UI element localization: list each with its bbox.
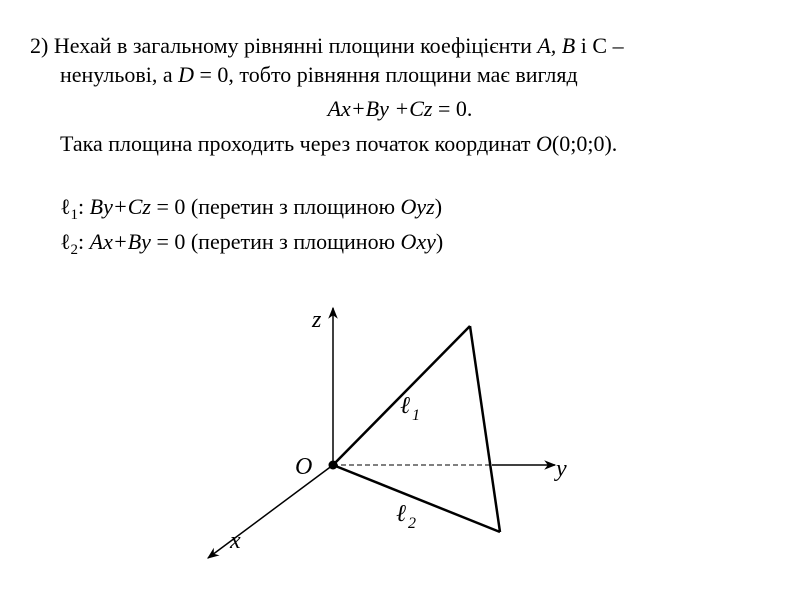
intro-text-3: – [607, 33, 624, 58]
condition-text-2: = 0, тобто рівняння площини має вигляд [194, 62, 578, 87]
ell-subscript: 1 [70, 207, 79, 223]
coef-c: C [592, 33, 608, 58]
line2-equation: Ax+By [89, 229, 151, 254]
origin-text-1: Така площина проходить через початок координат [60, 131, 537, 156]
line1-text: = 0 (перетин з площиною [150, 194, 401, 219]
origin-label: O [295, 454, 313, 480]
origin-o: O [536, 131, 552, 156]
equation-rhs: = 0. [432, 96, 473, 121]
x-axis [208, 465, 333, 558]
origin-coords: (0;0;0). [551, 131, 618, 156]
line1-close: ) [434, 194, 443, 219]
line2-close: ) [435, 229, 444, 254]
line2-plane: Oxy [400, 229, 436, 254]
ell-symbol: ℓ [60, 194, 71, 219]
l1-subscript: 1 [412, 407, 420, 424]
line-l2 [333, 465, 500, 532]
colon: : [78, 194, 90, 219]
equation-lhs: Ax+By +Cz [327, 96, 433, 121]
x-label: x [230, 528, 241, 554]
ell-symbol: ℓ [60, 229, 71, 254]
line2-text: = 0 (перетин з площиною [150, 229, 401, 254]
condition-text-1: ненульові, а [60, 62, 179, 87]
colon: : [78, 229, 90, 254]
z-label: z [312, 307, 322, 333]
line1-plane: Oyz [400, 194, 435, 219]
origin-point [329, 461, 338, 470]
l1-label: ℓ [400, 393, 410, 419]
intro-text-1: Нехай в загальному рівнянні площини коефіцієнти [48, 33, 538, 58]
item-number: 2) [30, 33, 49, 58]
l2-subscript: 2 [408, 515, 416, 532]
l2-label: ℓ [396, 501, 406, 527]
coef-d: D [178, 62, 195, 87]
line1-equation: By+Cz [89, 194, 151, 219]
coef-ab: A, B [537, 33, 576, 58]
intro-text-2: і [575, 33, 593, 58]
ell-subscript: 2 [70, 242, 79, 258]
y-label: y [556, 456, 567, 482]
plane-trace-line [470, 326, 500, 532]
